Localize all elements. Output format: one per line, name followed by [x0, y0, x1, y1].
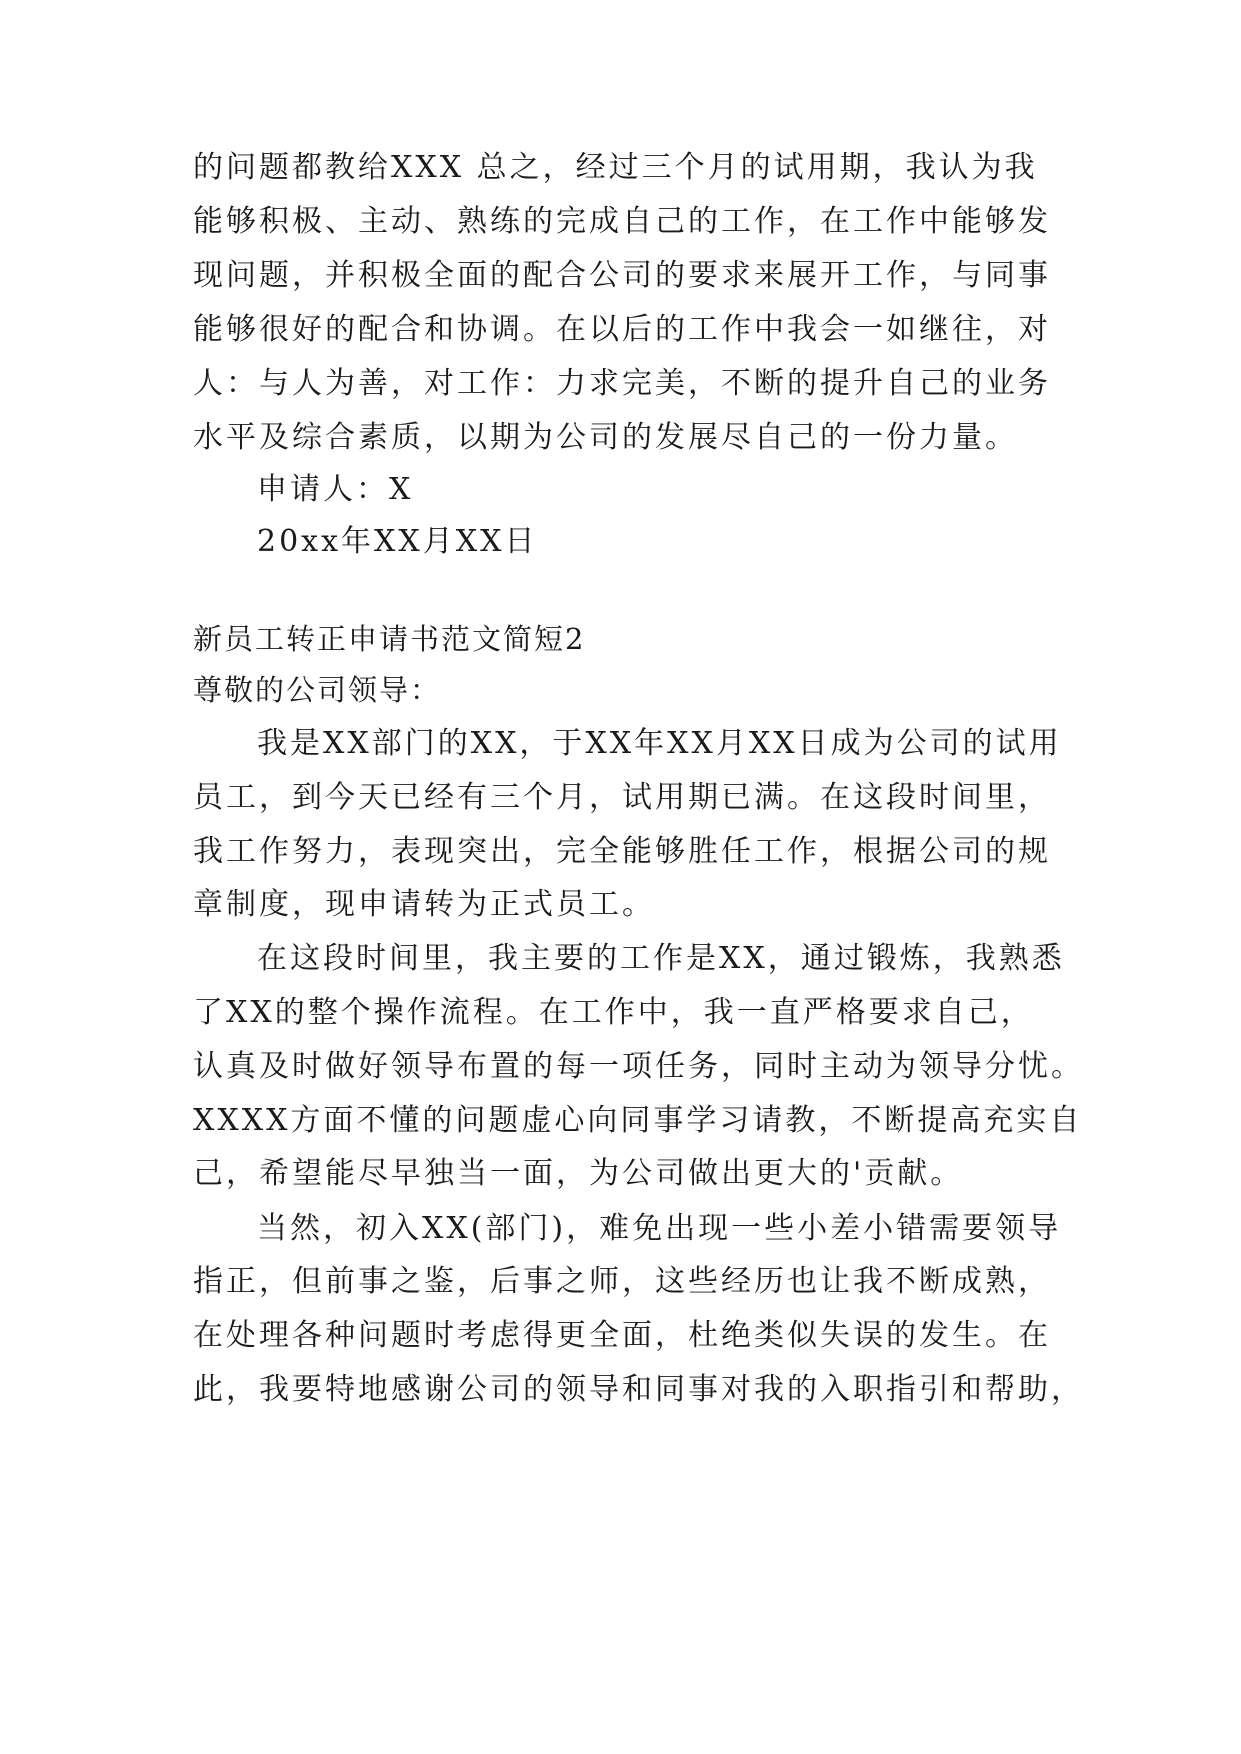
paragraph-line: 在这段时间里，我主要的工作是XX，通过锻炼，我熟悉 [257, 941, 1065, 976]
body-line: 水平及综合素质，以期为公司的发展尽自己的一份力量。 [193, 420, 1018, 455]
paragraph-line: 了XX的整个操作流程。在工作中，我一直严格要求自己， [193, 995, 1034, 1030]
paragraph-line: 在处理各种问题时考虑得更全面，杜绝类似失误的发生。在 [193, 1318, 1051, 1353]
body-line: 的问题都教给XXX 总之，经过三个月的试用期，我认为我 [193, 150, 1038, 185]
paragraph-line: 此，我要特地感谢公司的领导和同事对我的入职指引和帮助， [193, 1372, 1084, 1407]
salutation: 尊敬的公司领导： [193, 673, 442, 707]
paragraph-line: 章制度，现申请转为正式员工。 [193, 887, 655, 922]
paragraph-line: 我是XX部门的XX，于XX年XX月XX日成为公司的试用 [257, 726, 1062, 761]
application-date: 20xx年XX月XX日 [257, 524, 538, 559]
paragraph-line: 认真及时做好领导布置的每一项任务，同时主动为领导分忧。 [193, 1049, 1084, 1084]
body-line: 能够很好的配合和协调。在以后的工作中我会一如继往，对 [193, 312, 1051, 347]
paragraph-line: 指正，但前事之鉴，后事之师，这些经历也让我不断成熟， [193, 1264, 1051, 1299]
section-title: 新员工转正申请书范文简短2 [193, 622, 586, 656]
body-line: 现问题，并积极全面的配合公司的要求来展开工作，与同事 [193, 258, 1051, 293]
paragraph-line: 当然，初入XX(部门)，难免出现一些小差小错需要领导 [257, 1211, 1062, 1246]
paragraph-line: 己，希望能尽早独当一面，为公司做出更大的'贡献。 [193, 1156, 964, 1191]
paragraph-line: 员工，到今天已经有三个月，试用期已满。在这段时间里， [193, 780, 1051, 815]
body-line: 人：与人为善，对工作：力求完美，不断的提升自己的业务 [193, 366, 1051, 401]
paragraph-line: XXXX方面不懂的问题虚心向同事学习请教，不断提高充实自 [193, 1103, 1083, 1138]
paragraph-line: 我工作努力，表现突出，完全能够胜任工作，根据公司的规 [193, 834, 1051, 869]
applicant-signature: 申请人：X [257, 472, 414, 507]
body-line: 能够积极、主动、熟练的完成自己的工作，在工作中能够发 [193, 204, 1051, 239]
